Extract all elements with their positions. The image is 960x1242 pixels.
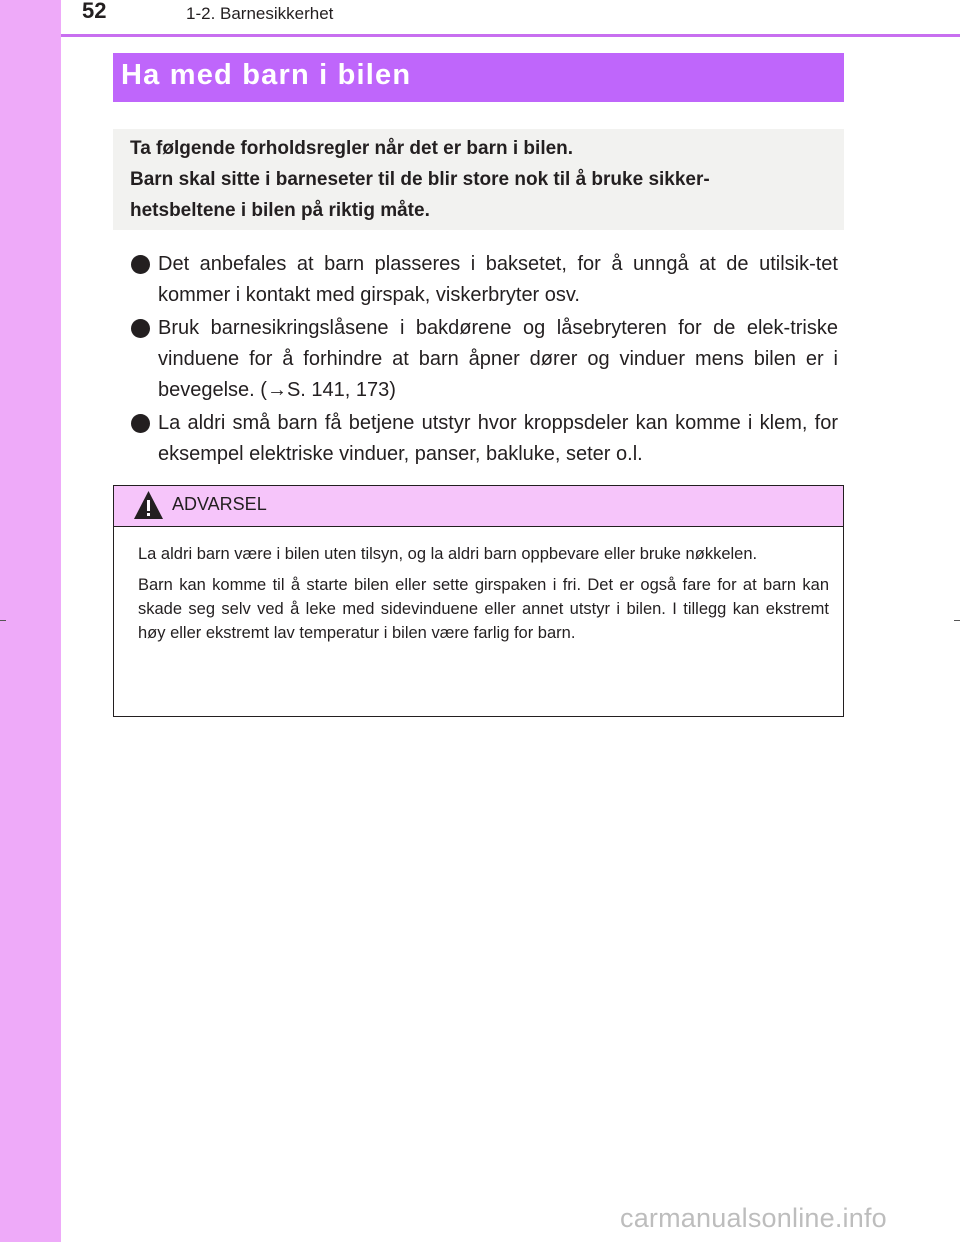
bullet-item: [130, 313, 838, 406]
page-title-bar: [113, 53, 844, 102]
bullet-dot-icon: [131, 319, 150, 338]
bullet-dot-icon: [131, 255, 150, 274]
section-label: 1-2. Barnesikkerhet: [186, 4, 334, 23]
page-side-strip: [0, 0, 61, 1242]
bullet-text: Bruk barnesikringslåsene i bakdørene og låsebryteren for de elek-triske vinduene for å forhindre at barn åpner dører og vinduer mens bilen er i bevegelse. (→S. 141, 173): [158, 317, 838, 401]
bullet-item: [130, 249, 838, 311]
warning-paragraph: Barn kan komme til å starte bilen eller sette girspaken i fri. Det er også fare for at barn kan skade seg selv ved å leke med sidevinduene eller annet utstyr i bilen. I tillegg kan ekstremt høy eller ekstremt lav temperatur i bilen være farlig for barn.: [138, 576, 829, 642]
warning-label: ADVARSEL: [172, 494, 267, 514]
header-rule: [61, 34, 960, 37]
warning-paragraph: La aldri barn være i bilen uten tilsyn, og la aldri barn oppbevare eller bruke nøkkelen.: [138, 545, 758, 563]
crop-mark: [954, 620, 960, 621]
intro-line: Barn skal sitte i barneseter til de blir store nok til å bruke sikker-: [130, 169, 710, 190]
page-number: 52: [82, 0, 107, 23]
intro-box: [113, 129, 844, 230]
bullet-item: [130, 408, 838, 470]
warning-body: [114, 527, 843, 645]
intro-line: Ta følgende forholdsregler når det er barn i bilen.: [130, 138, 574, 159]
bullet-text: Det anbefales at barn plasseres i baksetet, for å unngå at de utilsik-tet kommer i kontakt med girspak, viskerbryter osv.: [158, 253, 838, 306]
warning-box: [113, 485, 844, 717]
intro-line: hetsbeltene i bilen på riktig måte.: [130, 200, 430, 221]
warning-triangle-icon: [133, 490, 164, 520]
warning-header: [114, 486, 843, 527]
bullet-list: [130, 249, 838, 472]
bullet-text: La aldri små barn få betjene utstyr hvor kroppsdeler kan komme i klem, for eksempel elektriske vinduer, panser, bakluke, seter o.l.: [158, 412, 838, 465]
watermark: carmanualsonline.info: [620, 1203, 887, 1233]
bullet-dot-icon: [131, 414, 150, 433]
crop-mark: [0, 620, 6, 621]
page-title: Ha med barn i bilen: [121, 59, 412, 91]
